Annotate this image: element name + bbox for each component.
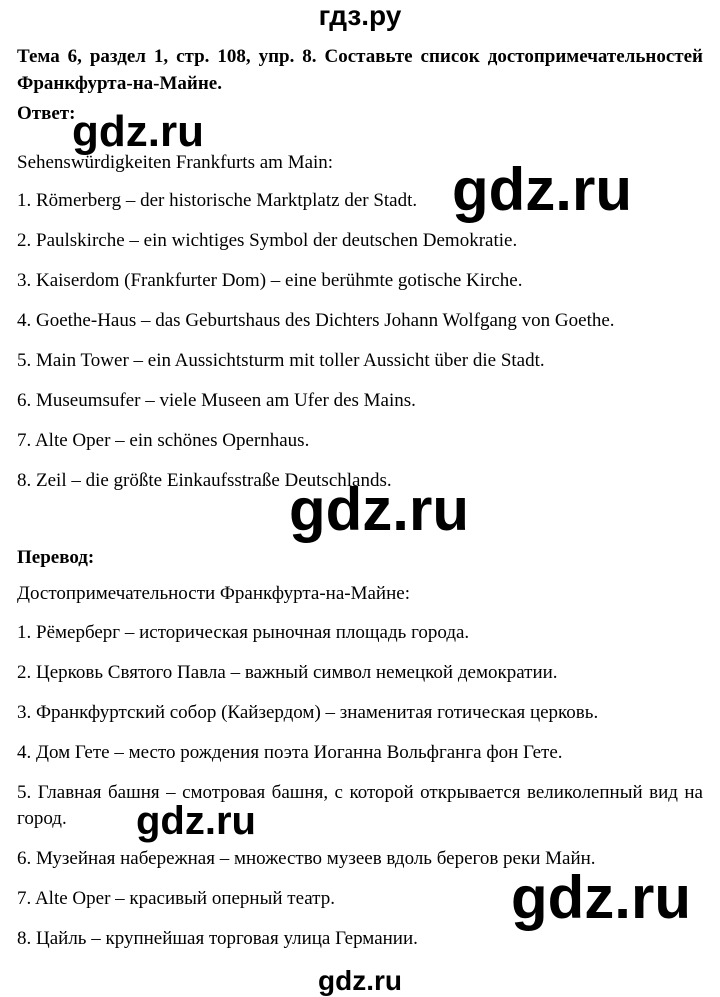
translation-item-3: 3. Франкфуртский собор (Кайзердом) – знаменитая готическая церковь.	[17, 702, 599, 723]
translation-item-7: 7. Alte Oper – красивый оперный театр.	[17, 888, 335, 909]
gdzru-watermark: gdz.ru	[511, 864, 691, 931]
gdzru-watermark: gdz.ru	[289, 476, 469, 543]
translation-item-8: 8. Цайль – крупнейшая торговая улица Германии.	[17, 928, 418, 949]
translation-item-6: 6. Музейная набережная – множество музеев вдоль берегов реки Майн.	[17, 848, 596, 869]
site-header-logo: гдз.ру	[318, 0, 402, 31]
answer-item-7: 7. Alte Oper – ein schönes Opernhaus.	[17, 430, 310, 451]
answer-item-2: 2. Paulskirche – ein wichtiges Symbol der deutschen Demokratie.	[17, 230, 518, 251]
answer-item-4: 4. Goethe-Haus – das Geburtshaus des Dichters Johann Wolfgang von Goethe.	[17, 310, 615, 331]
translation-item-5: 5. Главная башня – смотровая башня, с которой открывается великолепный вид на город.	[17, 782, 703, 829]
translation-item-1: 1. Рёмерберг – историческая рыночная площадь города.	[17, 622, 470, 643]
answer-item-6: 6. Museumsufer – viele Museen am Ufer des Mains.	[17, 390, 416, 411]
answer-item-8: 8. Zeil – die größte Einkaufsstraße Deutschlands.	[17, 470, 392, 491]
answer-intro: Sehenswürdigkeiten Frankfurts am Main:	[17, 152, 334, 173]
site-footer-logo: gdz.ru	[318, 965, 402, 996]
gdzru-watermark: gdz.ru	[452, 156, 632, 223]
translation-item-2: 2. Церковь Святого Павла – важный символ немецкой демократии.	[17, 662, 558, 683]
gdzru-watermark: gdz.ru	[136, 799, 256, 843]
answer-item-1: 1. Römerberg – der historische Marktplatz der Stadt.	[17, 190, 418, 211]
answer-item-3: 3. Kaiserdom (Frankfurter Dom) – eine berühmte gotische Kirche.	[17, 270, 523, 291]
translation-item-4: 4. Дом Гете – место рождения поэта Иоганна Вольфганга фон Гете.	[17, 742, 563, 763]
answer-item-5: 5. Main Tower – ein Aussichtsturm mit toller Aussicht über die Stadt.	[17, 350, 545, 371]
task-title: Тема 6, раздел 1, стр. 108, упр. 8. Составьте список достопримечательностей Франкфурта-на-Майне.	[17, 46, 703, 94]
answer-label: Ответ:	[17, 103, 76, 124]
translation-intro: Достопримечательности Франкфурта-на-Майне:	[17, 583, 410, 604]
gdzru-watermark: gdz.ru	[72, 107, 204, 156]
translation-label: Перевод:	[17, 547, 95, 568]
